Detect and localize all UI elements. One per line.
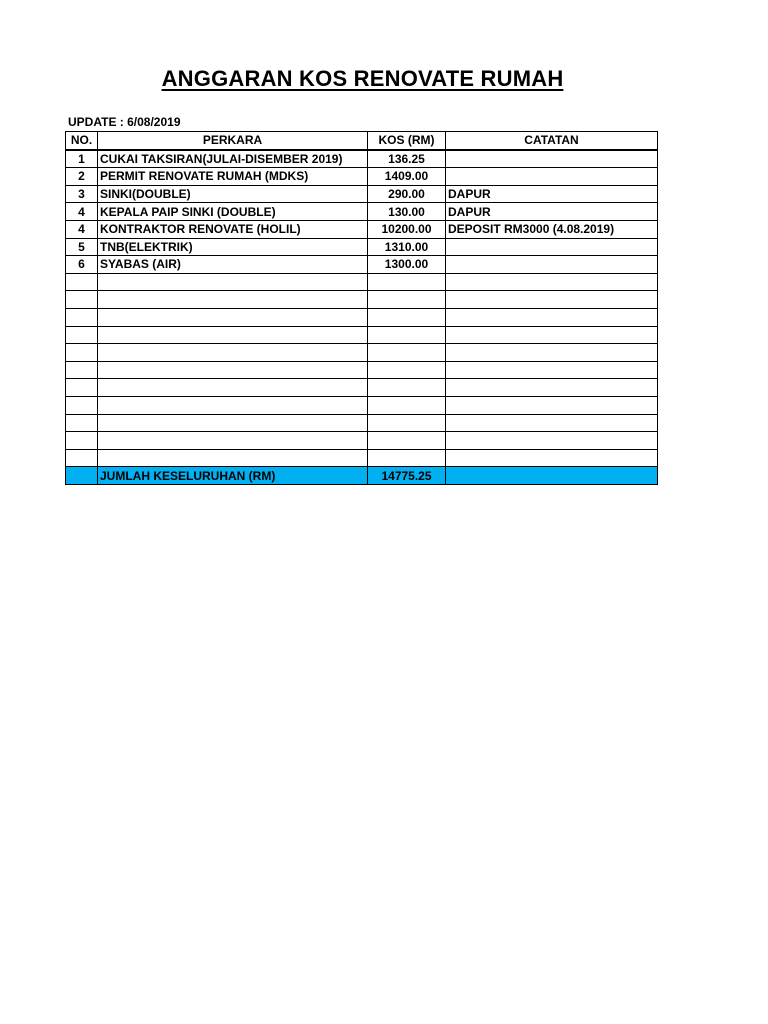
cell-catatan (446, 150, 658, 168)
cell-no (66, 326, 98, 344)
cell-catatan: DEPOSIT RM3000 (4.08.2019) (446, 220, 658, 238)
table-row-empty (66, 361, 658, 379)
cell-perkara (98, 379, 368, 397)
cell-perkara: PERMIT RENOVATE RUMAH (MDKS) (98, 168, 368, 186)
cell-perkara: SYABAS (AIR) (98, 256, 368, 274)
cell-no (66, 291, 98, 309)
cell-kos: 10200.00 (368, 220, 446, 238)
cell-catatan: DAPUR (446, 185, 658, 203)
document-title-text: ANGGARAN KOS RENOVATE RUMAH (161, 66, 564, 91)
cell-kos: 136.25 (368, 150, 446, 168)
update-date: UPDATE : 6/08/2019 (68, 115, 181, 129)
cell-kos (368, 449, 446, 467)
header-catatan: CATATAN (446, 132, 658, 150)
cost-table (65, 131, 658, 485)
cell-kos (368, 379, 446, 397)
cell-perkara (98, 291, 368, 309)
cell-catatan (446, 344, 658, 362)
cell-kos: 1310.00 (368, 238, 446, 256)
cell-kos: 1300.00 (368, 256, 446, 274)
cell-catatan (446, 168, 658, 186)
cell-perkara: CUKAI TAKSIRAN(JULAI-DISEMBER 2019) (98, 150, 368, 168)
table-row (66, 220, 658, 238)
cell-kos (368, 396, 446, 414)
table-row (66, 256, 658, 274)
cell-no (66, 396, 98, 414)
cell-catatan (446, 326, 658, 344)
table-row (66, 168, 658, 186)
cell-perkara (98, 361, 368, 379)
table-row-empty (66, 414, 658, 432)
cell-catatan (446, 273, 658, 291)
table-row-empty (66, 396, 658, 414)
cell-catatan (446, 379, 658, 397)
cell-no (66, 308, 98, 326)
cell-perkara: TNB(ELEKTRIK) (98, 238, 368, 256)
total-cell-catatan (446, 467, 658, 485)
cell-catatan: DAPUR (446, 203, 658, 221)
cell-kos (368, 414, 446, 432)
cell-perkara (98, 449, 368, 467)
table-row (66, 185, 658, 203)
cell-catatan (446, 308, 658, 326)
cell-kos (368, 308, 446, 326)
cell-no: 4 (66, 203, 98, 221)
cell-kos: 290.00 (368, 185, 446, 203)
cell-catatan (446, 256, 658, 274)
cell-no (66, 449, 98, 467)
cell-no: 4 (66, 220, 98, 238)
table-row-empty (66, 379, 658, 397)
total-cell-empty (66, 467, 98, 485)
header-no: NO. (66, 132, 98, 150)
cell-kos (368, 326, 446, 344)
cell-catatan (446, 414, 658, 432)
cell-no (66, 344, 98, 362)
cell-kos (368, 361, 446, 379)
table-row-empty (66, 308, 658, 326)
table-row (66, 238, 658, 256)
cell-no (66, 432, 98, 450)
header-kos: KOS (RM) (368, 132, 446, 150)
cell-perkara (98, 396, 368, 414)
cell-perkara (98, 432, 368, 450)
table-row (66, 150, 658, 168)
total-value: 14775.25 (368, 467, 446, 485)
cell-perkara (98, 344, 368, 362)
table-row-empty (66, 432, 658, 450)
cell-catatan (446, 432, 658, 450)
cell-no (66, 414, 98, 432)
cell-perkara: SINKI(DOUBLE) (98, 185, 368, 203)
table-row-empty (66, 326, 658, 344)
cell-kos (368, 273, 446, 291)
cell-no (66, 379, 98, 397)
cell-catatan (446, 449, 658, 467)
cell-no: 2 (66, 168, 98, 186)
total-row (66, 467, 658, 485)
table-row (66, 203, 658, 221)
total-label: JUMLAH KESELURUHAN (RM) (98, 467, 368, 485)
cell-catatan (446, 238, 658, 256)
cell-no: 3 (66, 185, 98, 203)
cell-perkara (98, 326, 368, 344)
table-header-row (66, 132, 658, 150)
document-title (0, 66, 725, 92)
table-row-empty (66, 449, 658, 467)
cell-kos: 130.00 (368, 203, 446, 221)
cell-perkara (98, 273, 368, 291)
cell-kos (368, 432, 446, 450)
cell-catatan (446, 396, 658, 414)
table-row-empty (66, 291, 658, 309)
cell-perkara (98, 414, 368, 432)
cell-kos: 1409.00 (368, 168, 446, 186)
cell-no (66, 361, 98, 379)
header-perkara: PERKARA (98, 132, 368, 150)
cell-perkara (98, 308, 368, 326)
cell-kos (368, 291, 446, 309)
cell-no: 6 (66, 256, 98, 274)
cell-catatan (446, 291, 658, 309)
cell-no: 1 (66, 150, 98, 168)
table-row-empty (66, 273, 658, 291)
cell-no: 5 (66, 238, 98, 256)
cell-kos (368, 344, 446, 362)
cell-perkara: KONTRAKTOR RENOVATE (HOLIL) (98, 220, 368, 238)
table-row-empty (66, 344, 658, 362)
cell-no (66, 273, 98, 291)
cell-catatan (446, 361, 658, 379)
table-body (66, 150, 658, 485)
cell-perkara: KEPALA PAIP SINKI (DOUBLE) (98, 203, 368, 221)
